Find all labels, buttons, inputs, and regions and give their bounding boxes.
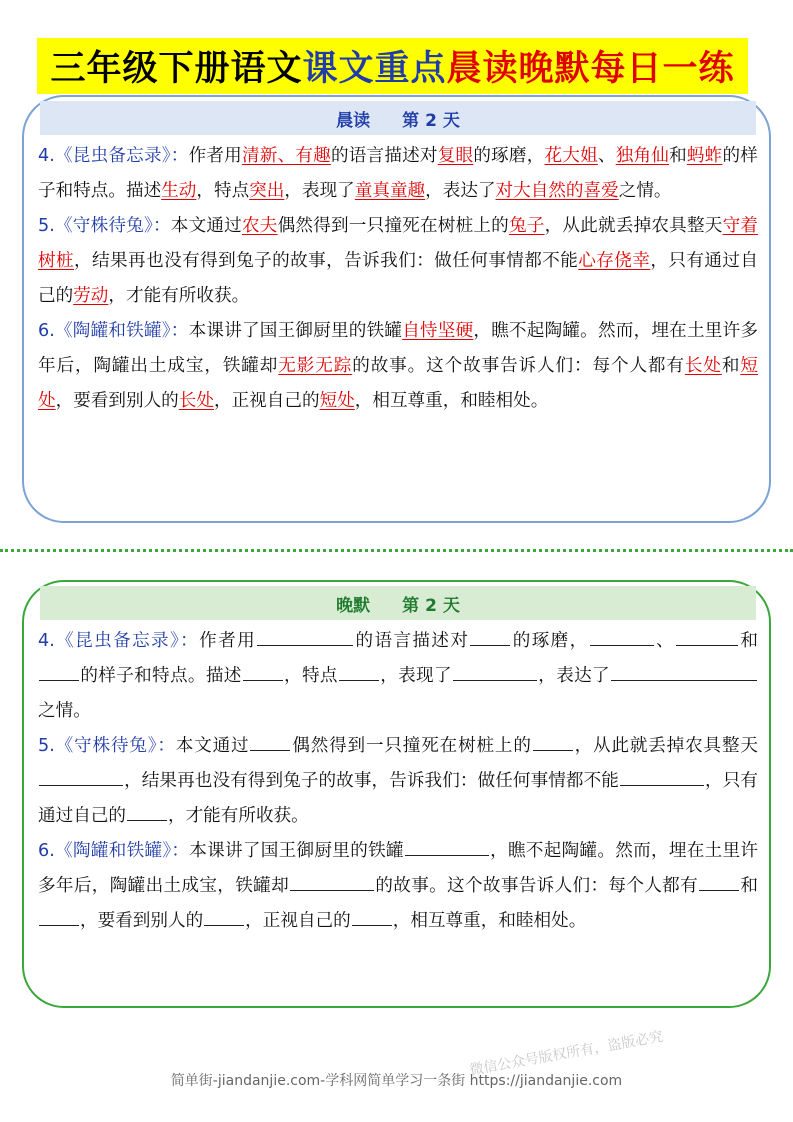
body-text: 和 xyxy=(738,631,758,651)
lesson-title: 4.《昆虫备忘录》： xyxy=(38,631,200,651)
body-text: 偶然得到一只撞死在树桩上的 xyxy=(291,736,532,756)
body-text: 作者用 xyxy=(188,146,242,166)
fill-in-blank xyxy=(290,872,374,891)
body-text: ，正视自己的 xyxy=(213,391,320,411)
key-answer: 心存侥幸 xyxy=(578,251,651,271)
key-answer: 无影无踪 xyxy=(278,356,353,376)
body-text: ，才能有所收获。 xyxy=(167,806,309,826)
title-part-focus: 课文重点 xyxy=(302,49,447,89)
lesson-title: 6.《陶罐和铁罐》： xyxy=(38,841,190,861)
lesson-title: 6.《陶罐和铁罐》： xyxy=(38,321,189,341)
evening-item xyxy=(38,729,758,834)
morning-card-header xyxy=(40,101,756,135)
key-answer: 自恃坚硬 xyxy=(402,321,474,341)
body-text: ，瞧不起陶罐。然而，埋在土里许多年后，陶罐出土成宝，铁罐却 xyxy=(38,321,758,376)
fill-in-blank xyxy=(611,662,757,681)
body-text: ，相互尊重，和睦相处。 xyxy=(392,911,587,931)
title-part-grade: 三年级下册语文 xyxy=(50,49,303,89)
body-text: ，特点 xyxy=(283,666,338,686)
body-text: 本课讲了国王御厨里的铁罐 xyxy=(188,321,403,341)
lesson-title: 5.《守株待兔》： xyxy=(38,216,171,236)
body-text: ，正视自己的 xyxy=(245,911,351,931)
body-text: 本文通过 xyxy=(175,736,250,756)
body-text: ，从此就丢掉农具整天 xyxy=(573,736,758,756)
fill-in-blank xyxy=(39,662,79,681)
body-text: ，表现了 xyxy=(284,181,355,201)
key-answer: 短处 xyxy=(319,391,355,411)
morning-item xyxy=(38,209,758,314)
morning-header-label: 晨读 xyxy=(336,110,371,131)
fill-in-blank xyxy=(204,907,244,926)
body-text: ，只有通过自己的 xyxy=(38,251,758,306)
body-text: 的语言描述对 xyxy=(330,146,438,166)
body-text: 的样子和特点。描述 xyxy=(38,146,758,201)
fill-in-blank xyxy=(699,872,739,891)
body-text: ，要看到别人的 xyxy=(80,911,204,931)
body-text: ，从此就丢掉农具整天 xyxy=(544,216,723,236)
evening-dictation-card xyxy=(22,580,771,1008)
body-text: ，只有通过自己的 xyxy=(38,771,758,826)
body-text: 本课讲了国王御厨里的铁罐 xyxy=(189,841,404,861)
body-text: 的样子和特点。描述 xyxy=(80,666,242,686)
evening-item xyxy=(38,834,758,939)
body-text: ，表达了 xyxy=(537,666,610,686)
body-text: ，结果再也没有得到兔子的故事，告诉我们：做任何事情都不能 xyxy=(74,251,579,271)
evening-header-day: 第 2 天 xyxy=(402,595,460,616)
fill-in-blank xyxy=(352,907,392,926)
key-answer: 童真童趣 xyxy=(354,181,426,201)
title-part-practice: 晨读晚默每日一练 xyxy=(446,49,735,89)
body-text: 、 xyxy=(654,631,675,651)
copyright-watermark: 微信公众号版权所有，盗版必究 xyxy=(468,1028,665,1079)
body-text: ，相互尊重，和睦相处。 xyxy=(354,391,549,411)
morning-item xyxy=(38,314,758,419)
morning-item xyxy=(38,139,758,209)
body-text: 之情。 xyxy=(38,701,91,721)
body-text: 偶然得到一只撞死在树桩上的 xyxy=(277,216,509,236)
fill-in-blank xyxy=(39,907,79,926)
body-text: 的琢磨， xyxy=(511,631,589,651)
lesson-title: 5.《守株待兔》： xyxy=(38,736,176,756)
page-title-banner xyxy=(37,38,748,94)
key-answer: 独角仙 xyxy=(615,146,670,166)
evening-card-header xyxy=(40,586,756,620)
key-answer: 兔子 xyxy=(508,216,545,236)
fill-in-blank xyxy=(533,732,573,751)
key-answer: 复眼 xyxy=(437,146,474,166)
fill-in-blank xyxy=(405,837,489,856)
body-text: 和 xyxy=(721,356,741,376)
body-text: 本文通过 xyxy=(170,216,242,236)
body-text: 之情。 xyxy=(618,181,672,201)
body-text: ，表现了 xyxy=(379,666,452,686)
morning-header-day: 第 2 天 xyxy=(402,110,460,131)
body-text: 和 xyxy=(669,146,687,166)
key-answer: 清新、有趣 xyxy=(241,146,331,166)
key-answer: 短处 xyxy=(38,356,758,411)
key-answer: 农夫 xyxy=(241,216,278,236)
fill-in-blank xyxy=(470,627,510,646)
body-text: ，瞧不起陶罐。然而，埋在土里许多年后，陶罐出土成宝，铁罐却 xyxy=(38,841,758,896)
key-answer: 劳动 xyxy=(73,286,109,306)
section-divider xyxy=(0,549,793,552)
fill-in-blank xyxy=(590,627,654,646)
fill-in-blank xyxy=(620,767,704,786)
body-text: 的语言描述对 xyxy=(354,631,470,651)
fill-in-blank xyxy=(243,662,283,681)
body-text: 的故事。这个故事告诉人们：每个人都有 xyxy=(352,356,685,376)
body-text: 作者用 xyxy=(199,631,257,651)
fill-in-blank xyxy=(257,627,353,646)
body-text: 的故事。这个故事告诉人们：每个人都有 xyxy=(375,876,699,896)
key-answer: 守着树桩 xyxy=(38,216,758,271)
fill-in-blank xyxy=(339,662,379,681)
key-answer: 蚂蚱 xyxy=(686,146,723,166)
key-answer: 长处 xyxy=(684,356,722,376)
morning-card-body xyxy=(38,139,758,419)
body-text: ，特点 xyxy=(196,181,250,201)
evening-header-label: 晚默 xyxy=(336,595,371,616)
morning-reading-card xyxy=(22,95,771,523)
evening-card-body xyxy=(38,624,758,939)
key-answer: 生动 xyxy=(161,181,197,201)
body-text: ，表达了 xyxy=(425,181,496,201)
key-answer: 长处 xyxy=(178,391,214,411)
key-answer: 对大自然的喜爱 xyxy=(495,181,619,201)
body-text: ，才能有所收获。 xyxy=(108,286,250,306)
fill-in-blank xyxy=(453,662,537,681)
key-answer: 突出 xyxy=(249,181,285,201)
body-text: ，结果再也没有得到兔子的故事，告诉我们：做任何事情都不能 xyxy=(124,771,619,791)
fill-in-blank xyxy=(127,802,167,821)
fill-in-blank xyxy=(250,732,290,751)
body-text: 的琢磨， xyxy=(473,146,545,166)
body-text: ，要看到别人的 xyxy=(55,391,179,411)
key-answer: 花大姐 xyxy=(544,146,598,166)
fill-in-blank xyxy=(39,767,123,786)
evening-item xyxy=(38,624,758,729)
footer-site-text: 简单街-jiandanjie.com-学科网简单学习一条街 https://jiandanjie.com xyxy=(170,1073,623,1089)
body-text: 、 xyxy=(597,146,616,166)
lesson-title: 4.《昆虫备忘录》： xyxy=(38,146,189,166)
body-text: 和 xyxy=(740,876,758,896)
fill-in-blank xyxy=(676,627,738,646)
